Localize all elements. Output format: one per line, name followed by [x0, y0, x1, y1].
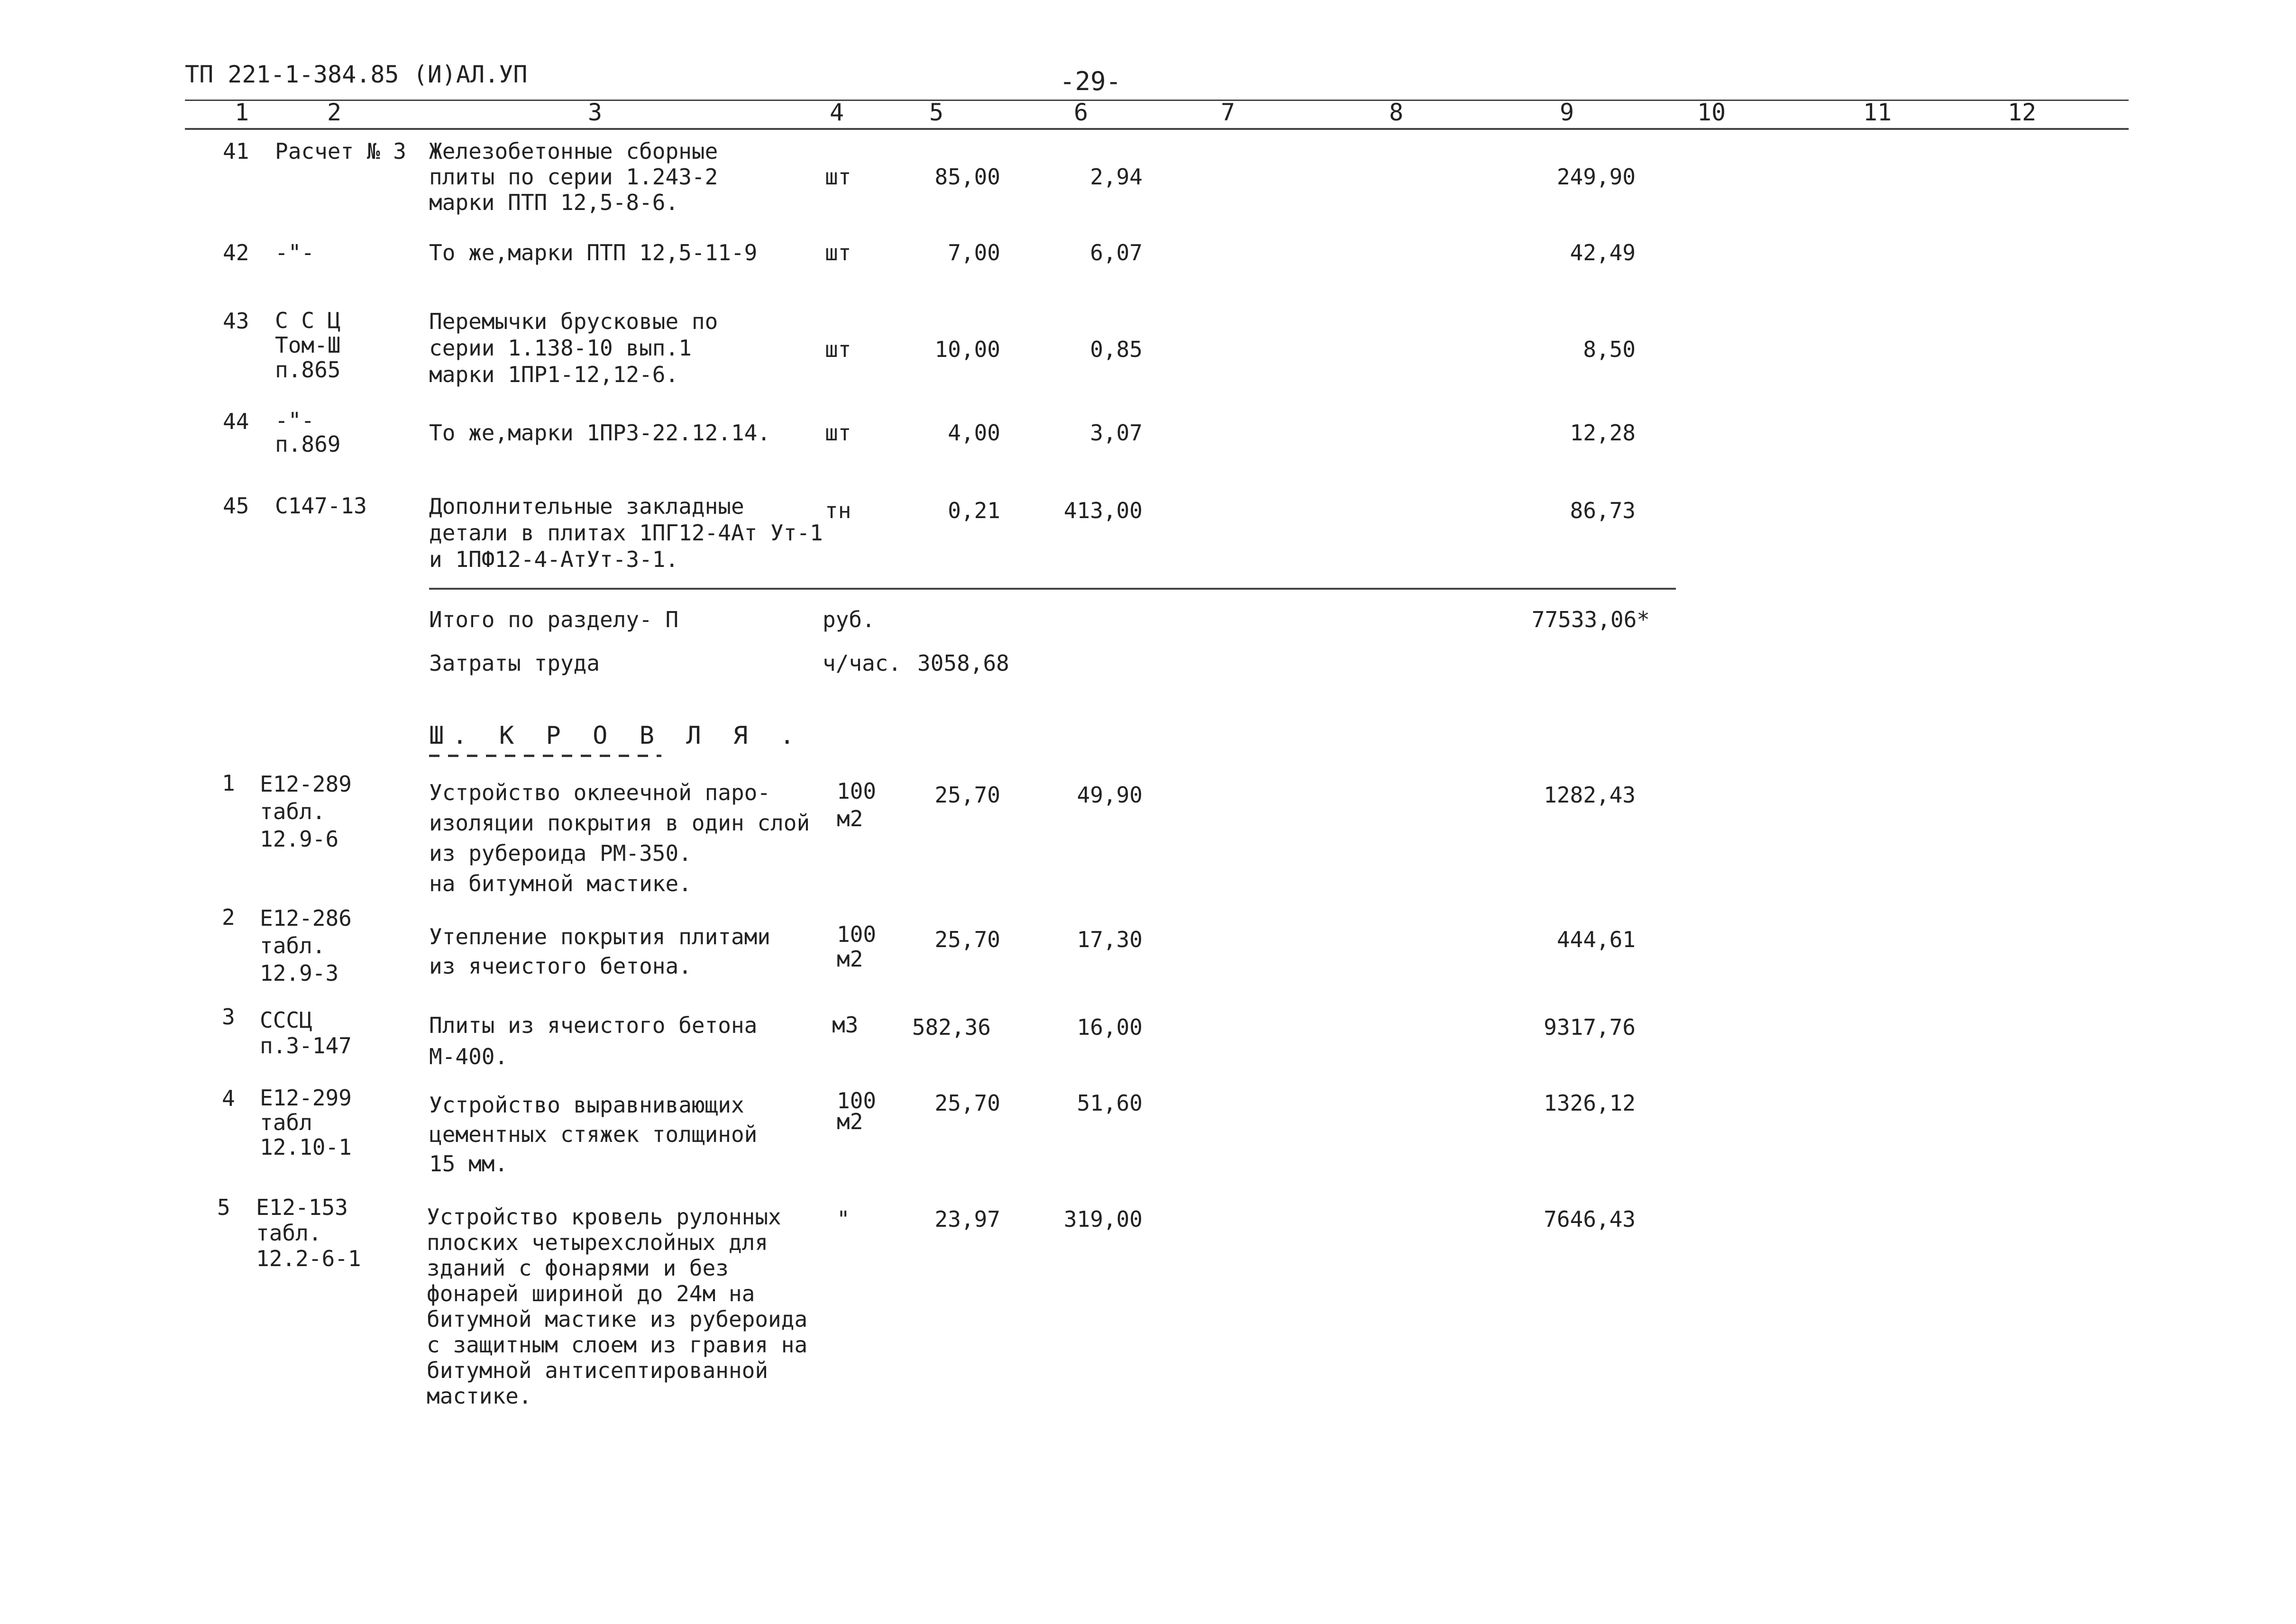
- row-quantity: 25,70: [934, 782, 1000, 808]
- row-description: Устройство выравнивающих цементных стяжек толщиной 15 мм.: [429, 1092, 758, 1177]
- row-total: 86,73: [1570, 498, 1636, 523]
- row-description: Плиты из ячеистого бетона М-400.: [429, 1013, 758, 1069]
- row-reference: Е12-289 табл. 12.9-6: [260, 771, 352, 852]
- row-number: 1: [222, 770, 235, 796]
- row-description: Утепление покрытия плитами из ячеистого бетона.: [429, 924, 771, 979]
- labor-cost-value: 3058,68: [917, 650, 1009, 676]
- row-description: То же,марки ПТП 12,5-11-9: [429, 240, 758, 265]
- row-price: 0,85: [1090, 337, 1143, 362]
- row-total: 12,28: [1570, 420, 1636, 446]
- document-code: ТП 221-1-384.85 (И)АЛ.УП: [185, 61, 528, 88]
- row-number: 41: [223, 138, 249, 164]
- row-quantity: 7,00: [948, 240, 1000, 265]
- row-description: Дополнительные закладные детали в плитах 1ПГ12-4Ат Ут-1 и 1ПФ12-4-АтУт-3-1.: [429, 493, 823, 572]
- row-total: 249,90: [1556, 164, 1636, 190]
- column-number-4: 4: [829, 99, 844, 126]
- labor-cost-unit: ч/час.: [823, 650, 902, 676]
- row-number: 44: [223, 409, 249, 434]
- row-unit: шт: [825, 420, 851, 446]
- column-number-3: 3: [587, 99, 603, 126]
- row-quantity: 0,21: [948, 498, 1000, 523]
- row-total: 7646,43: [1544, 1206, 1636, 1232]
- column-number-6: 6: [1073, 99, 1089, 126]
- column-number-1: 1: [234, 99, 249, 126]
- section-total-value: 77533,06*: [1531, 607, 1650, 632]
- row-price: 2,94: [1090, 164, 1143, 190]
- labor-cost-label: Затраты труда: [429, 650, 600, 676]
- row-total: 1282,43: [1544, 782, 1636, 808]
- row-reference: -"-: [275, 240, 315, 265]
- row-reference: СССЦ п.3-147: [260, 1007, 352, 1058]
- row-unit: шт: [825, 240, 851, 265]
- row-quantity: 10,00: [934, 337, 1000, 362]
- row-number: 3: [222, 1004, 235, 1030]
- row-description: Устройство оклеечной паро- изоляции покрытия в один слой из рубероида РМ-350. на битумной мастике.: [429, 780, 810, 896]
- header-top-rule: [185, 100, 2129, 101]
- row-total: 1326,12: [1544, 1090, 1636, 1116]
- row-description: Устройство кровель рулонных плоских четырехслойных для зданий с фонарями и без фонарей шириной до 24м на битумной мастике из рубероида с защитным слоем из гравия на битумной антисептированной мастике.: [427, 1204, 808, 1409]
- row-quantity: 25,70: [934, 1090, 1000, 1116]
- page-number: -29-: [1060, 66, 1122, 96]
- column-number-12: 12: [2007, 99, 2037, 126]
- row-number: 5: [217, 1195, 230, 1220]
- column-number-8: 8: [1389, 99, 1404, 126]
- row-price: 49,90: [1077, 782, 1143, 808]
- column-number-11: 11: [1863, 99, 1892, 126]
- row-reference: -"- п.869: [275, 408, 341, 457]
- row-reference: Е12-286 табл. 12.9-3: [260, 905, 352, 986]
- row-reference: С С Ц Том-Ш п.865: [275, 308, 341, 383]
- row-description: То же,марки 1ПР3-22.12.14.: [429, 420, 771, 446]
- row-quantity: 25,70: [934, 927, 1000, 952]
- row-quantity: 85,00: [934, 164, 1000, 190]
- row-total: 444,61: [1556, 927, 1636, 952]
- row-total: 8,50: [1583, 337, 1636, 362]
- row-reference: Е12-153 табл. 12.2-6-1: [256, 1195, 361, 1271]
- column-number-5: 5: [929, 99, 944, 126]
- header-bottom-rule: [185, 128, 2129, 130]
- column-number-7: 7: [1220, 99, 1235, 126]
- row-price: 413,00: [1063, 498, 1143, 523]
- row-number: 43: [223, 308, 249, 334]
- row-reference: С147-13: [275, 493, 367, 519]
- subtotal-rule: [429, 588, 1676, 590]
- column-number-2: 2: [327, 99, 342, 126]
- row-number: 2: [222, 904, 235, 930]
- row-price: 319,00: [1063, 1206, 1143, 1232]
- row-reference: Е12-299 табл 12.10-1: [260, 1085, 352, 1160]
- row-total: 9317,76: [1544, 1014, 1636, 1040]
- row-unit: 100 м2: [837, 921, 877, 972]
- row-price: 16,00: [1077, 1014, 1143, 1040]
- column-number-10: 10: [1697, 99, 1726, 126]
- row-unit: шт: [825, 164, 851, 190]
- section-total-unit: руб.: [823, 607, 875, 632]
- row-quantity: 23,97: [934, 1206, 1000, 1232]
- row-quantity: 582,36: [912, 1014, 991, 1040]
- section-title-underline: [429, 755, 661, 757]
- row-unit: тн: [825, 498, 851, 523]
- row-reference: Расчет № 3: [275, 138, 406, 164]
- row-quantity: 4,00: [948, 420, 1000, 446]
- column-number-9: 9: [1559, 99, 1574, 126]
- row-number: 45: [223, 493, 249, 519]
- section-total-label: Итого по разделу- П: [429, 607, 679, 632]
- row-number: 42: [223, 240, 249, 265]
- row-unit: 100 м2: [837, 778, 877, 831]
- section-title: Ш. К Р О В Л Я .: [429, 721, 803, 750]
- row-total: 42,49: [1570, 240, 1636, 265]
- row-price: 17,30: [1077, 927, 1143, 952]
- row-description: Железобетонные сборные плиты по серии 1.243-2 марки ПТП 12,5-8-6.: [429, 138, 718, 215]
- row-description: Перемычки брусковые по серии 1.138-10 вып.1 марки 1ПР1-12,12-6.: [429, 309, 718, 387]
- row-unit: 100 м2: [837, 1088, 877, 1134]
- row-unit: ": [837, 1206, 850, 1232]
- row-unit: м3: [832, 1012, 859, 1038]
- row-price: 6,07: [1090, 240, 1143, 265]
- row-price: 51,60: [1077, 1090, 1143, 1116]
- row-unit: шт: [825, 337, 851, 362]
- row-number: 4: [222, 1086, 235, 1111]
- row-price: 3,07: [1090, 420, 1143, 446]
